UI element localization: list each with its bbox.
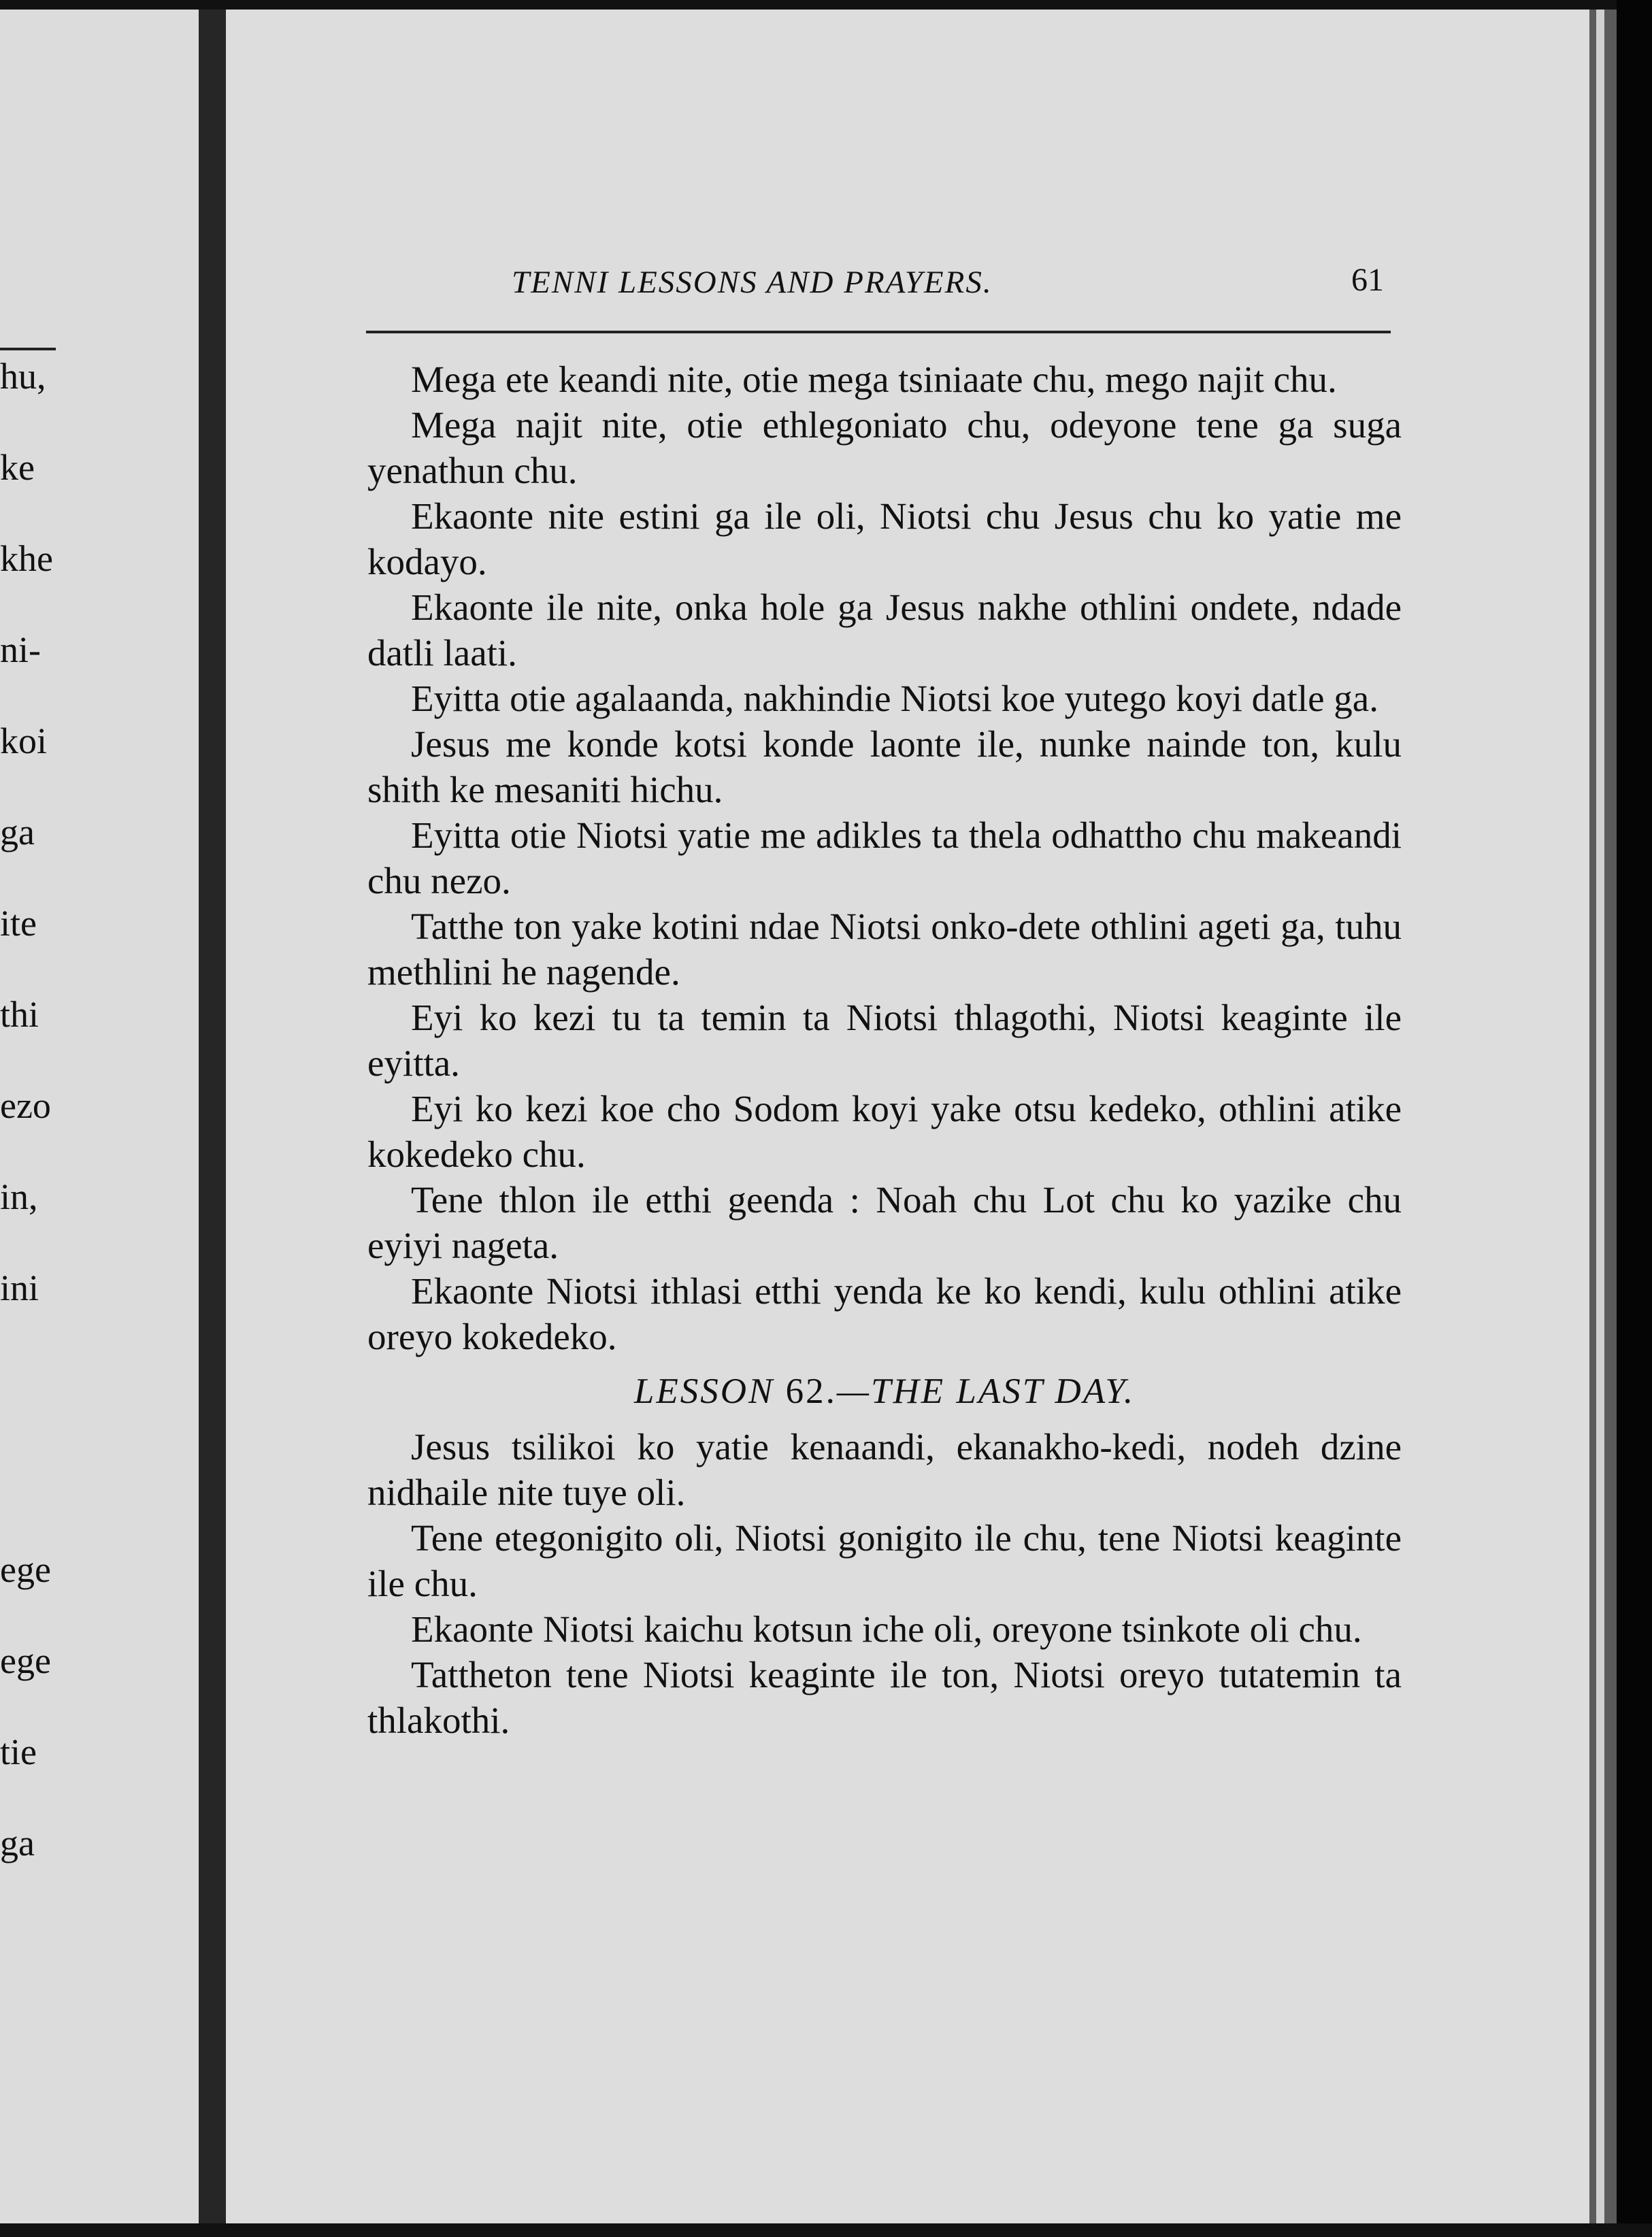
page-number: 61 xyxy=(1351,262,1384,298)
paragraph: Ekaonte ile nite, onka hole ga Jesus nakhe othlini ondete, ndade datli laati. xyxy=(367,586,1402,674)
facing-page-word: ege xyxy=(0,1640,51,1681)
facing-page-word: ini xyxy=(0,1267,39,1308)
paragraph: Ekaonte Niotsi ithlasi etthi yenda ke ko kendi, kulu othlini atike oreyo kokedeko. xyxy=(367,1270,1402,1357)
paragraph: Jesus me konde kotsi konde laonte ile, nunke nainde ton, kulu shith ke mesaniti hichu. xyxy=(367,723,1402,810)
paragraph: Mega najit nite, otie ethlegoniato chu, odeyone tene ga suga yenathun chu. xyxy=(367,404,1402,491)
paragraph: Tene etegonigito oli, Niotsi gonigito ile chu, tene Niotsi keaginte ile chu. xyxy=(367,1517,1402,1604)
facing-page-word: ite xyxy=(0,903,37,944)
facing-page-word: in, xyxy=(0,1176,38,1217)
book-gutter xyxy=(199,10,226,2223)
facing-page-rule xyxy=(0,348,56,350)
facing-page-word: koi xyxy=(0,720,48,761)
lesson-prefix: LESSON xyxy=(633,1372,775,1411)
facing-page-word: ege xyxy=(0,1549,51,1590)
running-title: TENNI LESSONS AND PRAYERS. xyxy=(512,265,993,300)
scan-frame-top xyxy=(0,0,1652,10)
lesson-heading xyxy=(367,1369,1402,1414)
paragraph: Ekaonte Niotsi kaichu kotsun iche oli, oreyone tsinkote oli chu. xyxy=(411,1608,1362,1650)
paragraph: Tatthe ton yake kotini ndae Niotsi onko-dete othlini ageti ga, tuhu methlini he nagende. xyxy=(367,906,1402,993)
facing-page-word: ga xyxy=(0,1823,35,1863)
paragraph: Mega ete keandi nite, otie mega tsiniaate chu, mego najit chu. xyxy=(411,359,1337,400)
lesson-number: 62. xyxy=(785,1372,837,1411)
scan-frame-right xyxy=(1617,0,1652,2237)
paragraph: Jesus tsilikoi ko yatie kenaandi, ekanakho-kedi, nodeh dzine nidhaile nite tuye oli. xyxy=(367,1426,1402,1513)
header-rule xyxy=(366,331,1391,333)
facing-page-word: hu, xyxy=(0,356,46,397)
paragraph: Ekaonte nite estini ga ile oli, Niotsi chu Jesus chu ko yatie me kodayo. xyxy=(367,495,1402,582)
facing-page-word: ni- xyxy=(0,629,41,670)
facing-page-fragment xyxy=(0,10,199,2223)
page-body xyxy=(367,357,1402,1743)
lesson-title: —THE LAST DAY. xyxy=(836,1372,1136,1411)
facing-page-word: tie xyxy=(0,1731,37,1772)
paragraph: Tene thlon ile etthi geenda : Noah chu Lot chu ko yazike chu eyiyi nageta. xyxy=(367,1179,1402,1266)
paragraph: Tattheton tene Niotsi keaginte ile ton, Niotsi oreyo tutatemin ta thlakothi. xyxy=(367,1654,1402,1741)
facing-page-word: khe xyxy=(0,538,53,579)
facing-page-word: ezo xyxy=(0,1085,51,1126)
paragraph: Eyi ko kezi koe cho Sodom koyi yake otsu kedeko, othlini atike kokedeko chu. xyxy=(367,1088,1402,1175)
facing-page-word: ga xyxy=(0,812,35,852)
paragraph: Eyitta otie Niotsi yatie me adikles ta thela odhattho chu makeandi chu nezo. xyxy=(367,814,1402,901)
facing-page-word: ke xyxy=(0,447,35,488)
paragraph: Eyitta otie agalaanda, nakhindie Niotsi koe yutego koyi datle ga. xyxy=(411,678,1378,719)
page-edge-highlight xyxy=(1596,10,1604,2223)
scan-frame-bottom xyxy=(0,2223,1652,2237)
paragraph: Eyi ko kezi tu ta temin ta Niotsi thlagothi, Niotsi keaginte ile eyitta. xyxy=(367,997,1402,1084)
facing-page-word: thi xyxy=(0,994,39,1035)
